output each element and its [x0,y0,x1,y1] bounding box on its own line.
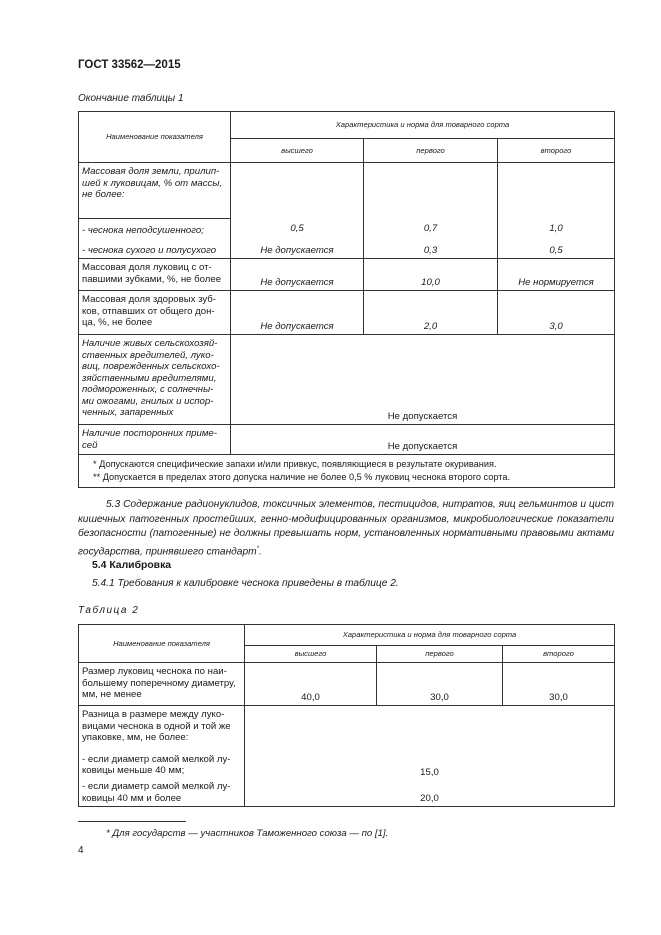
label-line: Массовая доля земли, прилип- [82,166,220,177]
section-5-4-title: 5.4 Калибровка [92,560,172,571]
table2-grade-2: первого [377,646,503,663]
table1-row1-sub1-v1: 0,5 [231,219,364,237]
label-line: ковицы меньше 40 мм; [82,765,185,777]
table1-row1-sub2-v3: 0,5 [498,237,615,259]
table2-row1-v3: 30,0 [503,663,615,706]
table1-row2-label [79,259,231,291]
label-line: виц, поврежденных сельскохо- [82,361,220,372]
page-number: 4 [78,845,84,856]
label-line: упаковке, мм, не более: [82,732,189,743]
label-line: ченных, запаренных [82,407,174,418]
table1-row5-merged: Не допускается [231,425,615,455]
table1-note-1: * Допускаются специфические запахи и/или привкус, появляющиеся в результате окуривания. [93,459,497,469]
label-line: Наличие живых сельскохозяй- [82,338,218,349]
table1-note-2: ** Допускается в пределах этого допуска наличие не более 0,5 % луковиц чеснока второго сорта. [93,472,511,482]
label-line: зяйственными вредителями, [82,372,217,384]
label-line: шей к луковицам, % от массы, [82,177,223,189]
label-line: Массовая доля здоровых зуб- [82,294,216,305]
table1-grade-1: высшего [231,139,364,163]
label-line: ми ожогами, гнилых и испор- [82,395,214,407]
para-5-3-sup: * [256,545,259,552]
table2-col-group: Характеристика и норма для товарного сорта [245,625,615,646]
table1-col-name: Наименование показателя [79,112,231,163]
table1-row2-v3: Не нормируется [498,259,615,291]
para-5-3-end: . [258,545,262,557]
label-line: ковицы 40 мм и более [82,792,182,804]
table2-grade-1: высшего [245,646,377,663]
table1-row1-sub1-v3: 1,0 [498,219,615,237]
label-line: Наличие посторонних приме- [82,428,217,439]
para-5-4-1: 5.4.1 Требования к калибровке чеснока приведены в таблице 2. [92,578,399,589]
label-line: ца, %, не более [82,317,153,328]
para-5-3 [78,498,614,559]
table1-row3-v3: 3,0 [498,291,615,335]
table2-row1-v1: 40,0 [245,663,377,706]
table2-row2-sub2-label [79,779,245,806]
table2-row2-sub1-value: 15,0 [420,767,439,778]
table1-row1-label [79,163,231,219]
table1-row3-v2: 2,0 [364,291,498,335]
label-line: сей [82,439,98,451]
table1-row1-sub2-v2: 0,3 [364,237,498,259]
table2 [78,624,615,807]
footnote: * Для государств — участников Таможенного союза — по [1]. [106,828,389,839]
table2-row1-label [79,663,245,706]
table1-row4-label [79,335,231,425]
table2-row2-sub2-value: 20,0 [420,793,439,804]
label-line: подмороженных, с солнечны- [82,384,214,395]
label-line: Размер луковиц чеснока по наи- [82,666,227,677]
table2-row2-sub1-label [79,752,245,779]
table1 [78,111,615,488]
table2-row2-label [79,706,245,752]
table2-row2-merged [245,706,615,807]
table2-grade-3: второго [503,646,615,663]
table1-row1-sub2-v1: Не допускается [231,237,364,259]
label-line: - если диаметр самой мелкой лу- [82,781,231,793]
table1-row4-merged: Не допускается [231,335,615,425]
label-line: большему поперечному диаметру, [82,677,236,689]
table1-row1-sub1-label: - чеснока неподсушенного; [79,219,231,237]
table1-notes [79,455,615,488]
table1-row2-v2: 10,0 [364,259,498,291]
table1-col-group: Характеристика и норма для товарного сорта [231,112,615,139]
label-line: павшими зубками, %, не более [82,273,222,285]
table1-row2-v1: Не допускается [231,259,364,291]
label-line: - если диаметр самой мелкой лу- [82,753,231,765]
label-line: Массовая доля луковиц с от- [82,262,212,273]
label-line: Разница в размере между луко- [82,709,225,720]
table2-col-name: Наименование показателя [79,625,245,663]
label-line: ков, отпавших от общего дон- [82,305,215,317]
table1-grade-3: второго [498,139,615,163]
label-line: мм, не менее [82,689,142,700]
standard-header: ГОСТ 33562—2015 [78,59,181,71]
table1-row5-label [79,425,231,455]
table1-row1-sub2-label: - чеснока сухого и полусухого [79,237,231,259]
footnote-divider [78,821,186,822]
label-line: ственных вредителей, луко- [82,349,214,361]
table1-row3-v1: Не допускается [231,291,364,335]
table1-row3-label [79,291,231,335]
table1-caption: Окончание таблицы 1 [78,93,184,104]
table1-grade-2: первого [364,139,498,163]
para-5-3-text: 5.3 Содержание радионуклидов, токсичных элементов, пестицидов, нитратов, яиц гельминтов и цист кишечных патогенных простейших, генно-модифицированных организмов, микробиологические показатели безопасности (патогенные) не должны превышать норм, установленных нормативными правовыми актами государства, принявшего стандарт [78,499,614,557]
table2-row1-v2: 30,0 [377,663,503,706]
label-line: вицами чеснока в одной и той же [82,720,231,732]
table1-row1-sub1-v2: 0,7 [364,219,498,237]
label-line: не более: [82,189,125,200]
table2-caption: Таблица 2 [78,605,140,616]
